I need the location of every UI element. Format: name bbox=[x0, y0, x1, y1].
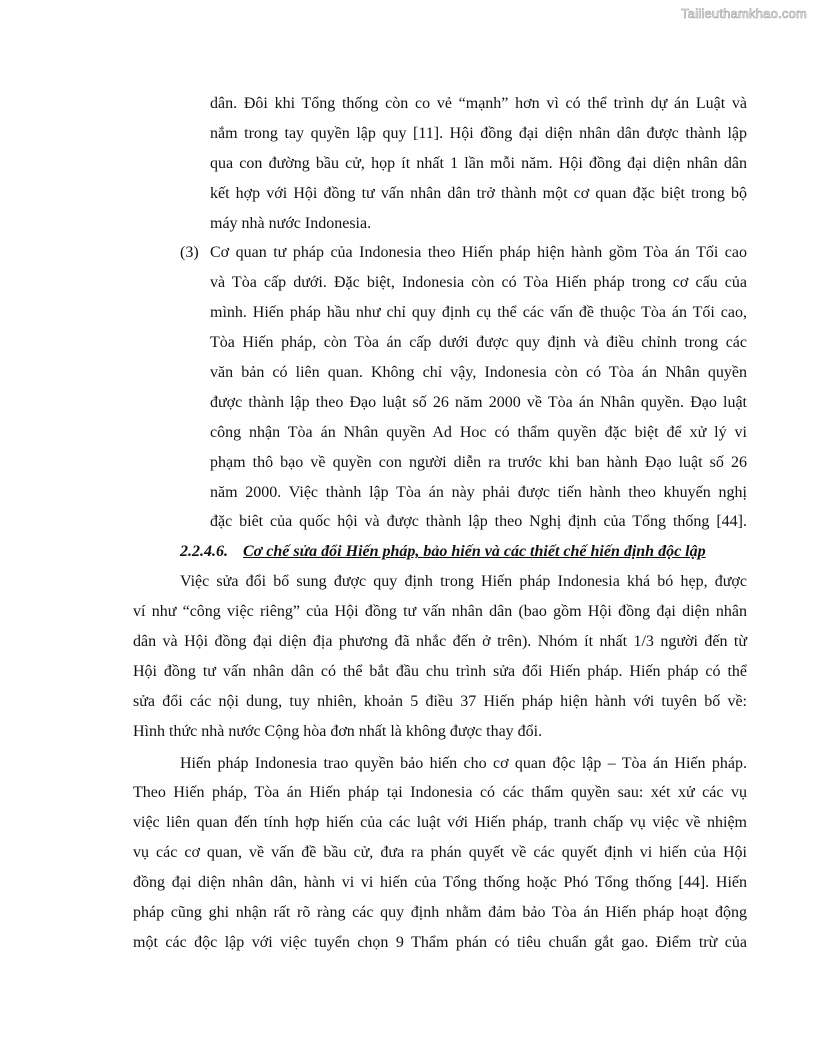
text-line: Hội đồng tư vấn nhân dân có thể bắt đầu chu trình sửa đổi Hiến pháp. Hiến pháp có thể bbox=[133, 662, 747, 680]
text-line: pháp cũng ghi nhận rất rõ ràng các quy định nhằm đảm bảo Tòa án Hiến pháp hoạt động bbox=[133, 904, 747, 922]
text-line: Tòa Hiến pháp, còn Tòa án cấp dưới được quy định và điều chỉnh trong các bbox=[210, 334, 747, 352]
paragraph-amendment bbox=[133, 567, 747, 746]
section-heading bbox=[133, 537, 747, 567]
text-line: một các độc lập với việc tuyển chọn 9 Thẩm phán có tiêu chuẩn gắt gao. Điểm trừ của bbox=[133, 933, 747, 951]
text-line: Hiến pháp Indonesia trao quyền bảo hiến cho cơ quan độc lập – Tòa án Hiến pháp. bbox=[180, 754, 747, 772]
paragraph-constitutional-court bbox=[133, 749, 747, 958]
text-line: đồng đại diện nhân dân, hành vi vi hiến của Tổng thống hoặc Phó Tổng thống [44]. Hiến bbox=[133, 874, 747, 892]
text-line: và Tòa cấp dưới. Đặc biệt, Indonesia còn có Tòa Hiến pháp trong cơ cấu của bbox=[210, 274, 747, 292]
list-item-number: (3) bbox=[180, 244, 199, 262]
text-line: Việc sửa đổi bổ sung được quy định trong Hiến pháp Indonesia khá bó hẹp, được bbox=[180, 573, 747, 591]
text-line: phạm thô bạo về quyền con người diễn ra trước khi ban hành Đạo luật số 26 bbox=[210, 453, 747, 471]
section-number: 2.2.4.6. bbox=[180, 543, 228, 561]
text-line: vụ các cơ quan, về vấn đề bầu cử, đưa ra phán quyết về các quyết định vi hiến của Hội bbox=[133, 844, 747, 862]
text-line: Cơ quan tư pháp của Indonesia theo Hiến pháp hiện hành gồm Tòa án Tối cao bbox=[210, 244, 747, 262]
text-line: sửa đổi các nội dung, tuy nhiên, khoản 5 điều 37 Hiến pháp hiện hành với tuyên bố về: bbox=[133, 692, 747, 710]
text-line: qua con đường bầu cử, họp ít nhất 1 lần mỗi năm. Hội đồng đại diện nhân dân bbox=[210, 154, 747, 172]
list-item-3 bbox=[133, 238, 747, 537]
text-line: được thành lập theo Đạo luật số 26 năm 2000 về Tòa án Nhân quyền. Đạo luật bbox=[210, 393, 747, 411]
text-line: năm 2000. Việc thành lập Tòa án này phải được tiến hành theo khuyến nghị bbox=[210, 483, 747, 501]
text-line: công nhận Tòa án Nhân quyền Ad Hoc có thẩm quyền đặc biệt để xử lý vi bbox=[210, 423, 747, 441]
text-line: ví như “công việc riêng” của Hội đồng tư vấn nhân dân (bao gồm Hội đồng đại diện nhân bbox=[133, 603, 747, 621]
text-line: kết hợp với Hội đồng tư vấn nhân dân trở thành một cơ quan đặc biệt trong bộ bbox=[210, 184, 747, 202]
text-line: dân. Đôi khi Tổng thống còn co vẻ “mạnh” hơn vì có thể trình dự án Luật và bbox=[210, 95, 747, 112]
paragraph-continued bbox=[133, 89, 747, 238]
text-line: Hình thức nhà nước Cộng hòa đơn nhất là không được thay đổi. bbox=[133, 722, 543, 740]
text-line: dân và Hội đồng đại diện địa phương đã nhắc đến ở trên). Nhóm ít nhất 1/3 người đến từ bbox=[133, 633, 747, 651]
section-title: Cơ chế sửa đổi Hiến pháp, bảo hiến và các thiết chế hiến định độc lập bbox=[243, 543, 706, 561]
watermark-text: Tailieuthamkhao.com bbox=[681, 6, 807, 21]
text-line: đặc biêt của quốc hội và được thành lập theo Nghị định của Tổng thống [44]. bbox=[210, 513, 747, 531]
document-page bbox=[133, 89, 747, 958]
text-line: mình. Hiến pháp hầu như chỉ quy định cụ thể các vấn đề thuộc Tòa án Tối cao, bbox=[210, 304, 747, 322]
text-line: văn bản có liên quan. Không chỉ vậy, Indonesia còn có Tòa án Nhân quyền bbox=[210, 364, 747, 382]
text-line: việc liên quan đến tính hợp hiến của các luật với Hiến pháp, tranh chấp vụ việc về nhiệm bbox=[133, 814, 747, 832]
text-line: máy nhà nước Indonesia. bbox=[210, 214, 372, 232]
text-line: Theo Hiến pháp, Tòa án Hiến pháp tại Indonesia có các thẩm quyền sau: xét xử các vụ bbox=[133, 784, 747, 802]
text-line: nắm trong tay quyền lập quy [11]. Hội đồng đại diện nhân dân được thành lập bbox=[210, 124, 747, 142]
